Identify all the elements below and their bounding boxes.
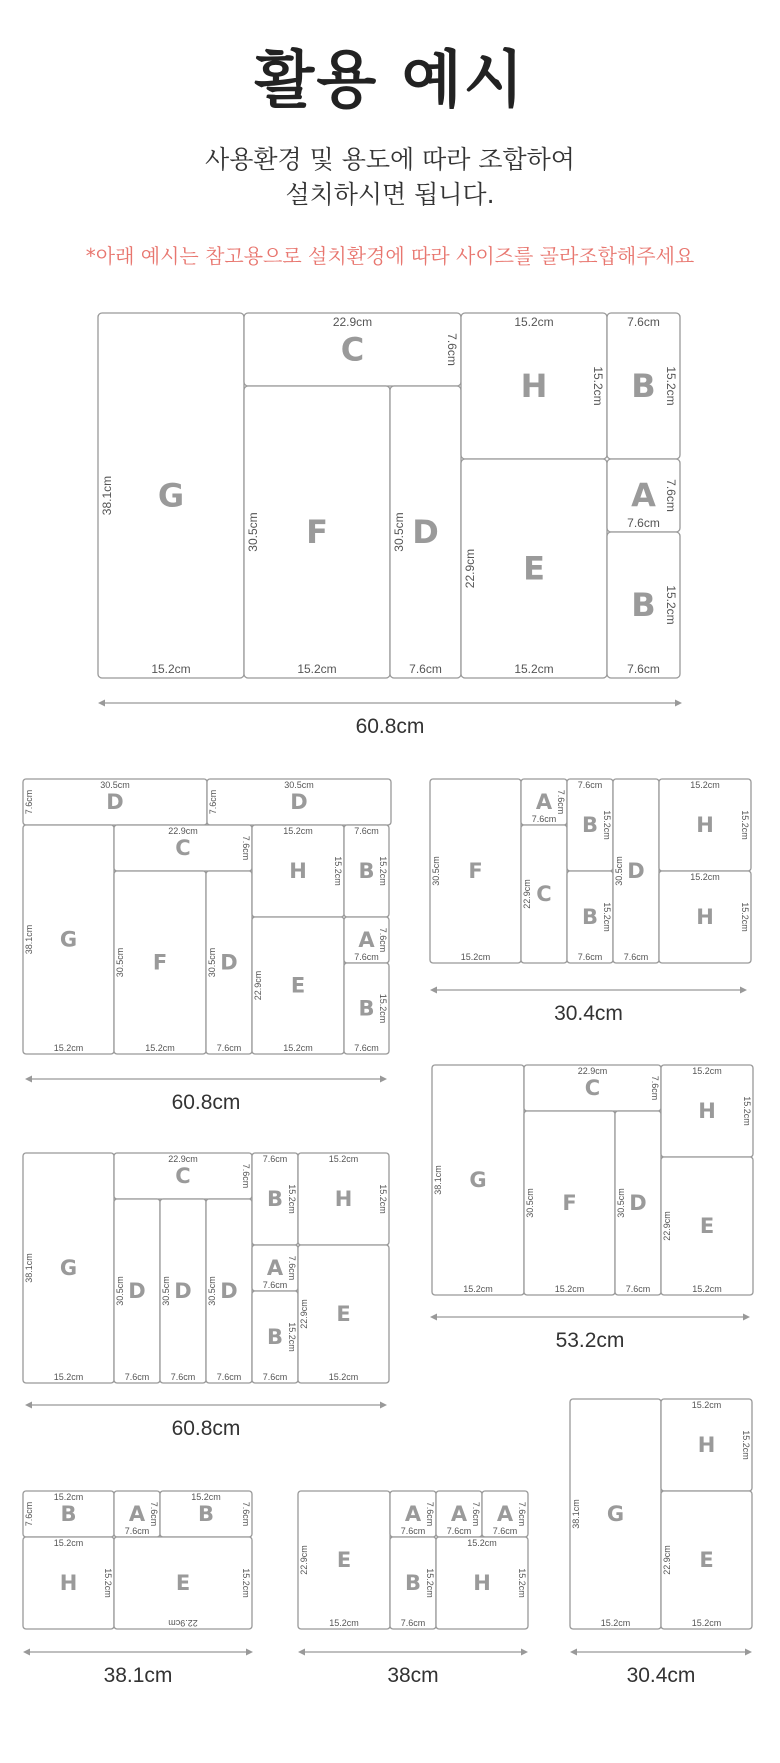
tile-d [206, 1199, 252, 1383]
dimension-label: 22.9cm [299, 1545, 309, 1575]
dimension-label: 15.2cm [103, 1568, 113, 1598]
tile-g [570, 1399, 661, 1629]
dimension-label: 7.6cm [241, 1501, 251, 1527]
dimension-label: 7.6cm [124, 1526, 150, 1536]
tile-letter: D [290, 790, 308, 814]
dimension-label: 38.1cm [100, 475, 114, 516]
tile-b [160, 1491, 252, 1537]
dimension-label: 30.5cm [161, 1276, 171, 1306]
dimension-label: 7.6cm [577, 952, 603, 962]
dimension-label: 30.5cm [100, 780, 130, 790]
dimension-label: 7.6cm [625, 1284, 651, 1294]
tile-b [567, 779, 613, 871]
dimension-label: 7.6cm [262, 1154, 288, 1164]
subtitle-line-1: 사용환경 및 용도에 따라 조합하여 [205, 145, 575, 174]
tile-letter: D [627, 859, 645, 883]
tile-a [482, 1491, 528, 1537]
dimension-label: 15.2cm [514, 315, 554, 329]
dimension-label: 15.2cm [691, 1618, 722, 1628]
dimension-label: 15.2cm [53, 1372, 84, 1382]
tile-h [252, 825, 344, 917]
subtitle-line-2: 설치하시면 됩니다. [285, 180, 495, 209]
arrow-right-head [675, 700, 682, 707]
tile-letter: B [581, 905, 599, 929]
tile-letter: D [629, 1191, 647, 1215]
dimension-label: 15.2cm [378, 1184, 388, 1214]
dimension-label: 7.6cm [650, 1075, 660, 1101]
tile-letter: D [128, 1279, 146, 1303]
tile-d [390, 386, 461, 678]
dimension-label: 22.9cm [522, 879, 532, 909]
arrow-right-head [380, 1076, 387, 1083]
tile-a [521, 779, 567, 825]
dimension-label: 15.2cm [467, 1538, 497, 1548]
tile-b [344, 825, 389, 917]
dimension-label: 7.6cm [354, 1043, 379, 1053]
dimension-label: 15.2cm [517, 1568, 527, 1598]
dimension-label: 7.6cm [208, 789, 218, 815]
dimension-label: 15.2cm [287, 1322, 297, 1352]
dimension-label: 7.6cm [627, 662, 660, 676]
arrow-left-head [23, 1649, 30, 1656]
dimension-label: 22.9cm [662, 1211, 672, 1241]
tile-b [23, 1491, 114, 1537]
total-width-label: 60.8cm [171, 1091, 241, 1114]
dimension-label: 38.1cm [24, 924, 34, 955]
dimension-label: 15.2cm [329, 1618, 359, 1628]
dimension-label: 30.5cm [284, 780, 314, 790]
dimension-label: 7.6cm [241, 835, 251, 861]
dimension-label: 22.9cm [168, 826, 198, 836]
tile-letter: C [584, 1076, 601, 1100]
dimension-label: 15.2cm [297, 662, 337, 676]
tile-a [390, 1491, 436, 1537]
tile-e [298, 1491, 390, 1629]
dimension-label: 15.2cm [514, 662, 554, 676]
dimension-label: 15.2cm [328, 1372, 359, 1382]
dimension-label: 7.6cm [425, 1501, 435, 1527]
tile-letter: D [220, 1279, 238, 1303]
dimension-label: 30.5cm [616, 1188, 626, 1218]
tile-e [461, 459, 607, 678]
dimension-label: 7.6cm [445, 333, 459, 366]
tile-c [114, 825, 252, 871]
dimension-label: 15.2cm [690, 872, 720, 882]
dimension-label: 7.6cm [287, 1255, 297, 1281]
dimension-label: 7.6cm [531, 814, 557, 824]
tile-letter: D [220, 950, 238, 975]
dimension-label: 15.2cm [283, 1043, 313, 1053]
tile-letter: C [340, 330, 365, 369]
total-width-label: 60.8cm [355, 715, 425, 738]
tile-a [252, 1245, 298, 1291]
dimension-label: 7.6cm [170, 1372, 196, 1382]
tile-h [461, 313, 607, 459]
dimension-label: 15.2cm [287, 1184, 297, 1214]
reference-note: *아래 예시는 참고용으로 설치환경에 따라 사이즈를 골라조합해주세요 [85, 244, 695, 268]
dimension-label: 7.6cm [577, 780, 603, 790]
dimension-label: 7.6cm [24, 789, 34, 815]
dimension-label: 22.9cm [577, 1066, 608, 1076]
dimension-label: 15.2cm [53, 1538, 84, 1548]
dimension-label: 7.6cm [627, 315, 660, 329]
tile-h [661, 1399, 752, 1491]
dimension-label: 15.2cm [554, 1284, 585, 1294]
tile-letter: H [334, 1187, 353, 1211]
tile-b [390, 1537, 436, 1629]
tile-c [524, 1065, 661, 1111]
dimension-label: 7.6cm [262, 1280, 288, 1290]
dimension-label: 7.6cm [124, 1372, 150, 1382]
tile-letter: B [581, 813, 599, 837]
dimension-label: 15.2cm [692, 1066, 722, 1076]
dimension-label: 7.6cm [149, 1501, 159, 1527]
dimension-label: 30.5cm [115, 947, 125, 978]
tile-letter: H [698, 1099, 716, 1123]
tile-c [114, 1153, 252, 1199]
tile-b [607, 313, 680, 459]
tile-c [521, 825, 567, 963]
tile-h [659, 871, 751, 963]
tile-letter: C [536, 882, 552, 906]
dimension-label: 15.2cm [664, 585, 678, 625]
tile-d [160, 1199, 206, 1383]
layout-diagram-8 [570, 1399, 752, 1687]
tile-letter: H [520, 367, 548, 405]
dimension-label: 7.6cm [378, 927, 388, 953]
layout-diagram-4 [430, 1065, 753, 1352]
tile-letter: B [358, 996, 375, 1021]
dimension-label: 7.6cm [354, 952, 379, 962]
tile-letter: H [697, 1433, 716, 1457]
arrow-right-head [743, 1314, 750, 1321]
tile-h [436, 1537, 528, 1629]
dimension-label: 30.5cm [614, 856, 624, 886]
dimension-label: 22.9cm [168, 1618, 198, 1628]
tile-letter: B [358, 859, 375, 883]
dimension-label: 38.1cm [433, 1165, 443, 1195]
dimension-label: 15.2cm [591, 366, 605, 406]
dimension-label: 7.6cm [556, 789, 566, 815]
tile-letter: A [358, 928, 375, 952]
dimension-label: 15.2cm [53, 1043, 84, 1053]
tile-f [430, 779, 521, 963]
tile-letter: E [290, 973, 306, 998]
tile-f [524, 1111, 615, 1295]
total-width-label: 53.2cm [555, 1329, 625, 1352]
dimension-label: 15.2cm [328, 1154, 359, 1164]
tile-letter: G [59, 1256, 78, 1280]
dimension-label: 30.5cm [115, 1276, 125, 1306]
dimension-label: 30.5cm [207, 1276, 217, 1306]
tile-letter: C [175, 1164, 191, 1188]
dimension-label: 7.6cm [24, 1501, 34, 1527]
tile-letter: D [174, 1279, 192, 1303]
arrow-left-head [570, 1649, 577, 1656]
tile-letter: B [631, 367, 656, 405]
dimension-label: 15.2cm [691, 1400, 722, 1410]
tile-letter: E [175, 1571, 191, 1595]
tile-letter: F [306, 513, 328, 551]
tile-letter: F [152, 950, 168, 975]
dimension-label: 7.6cm [471, 1501, 481, 1527]
arrow-left-head [25, 1402, 32, 1409]
tile-e [661, 1157, 753, 1295]
tile-letter: A [450, 1502, 468, 1526]
tile-letter: B [631, 586, 656, 624]
tile-g [23, 825, 114, 1054]
dimension-label: 15.2cm [283, 826, 313, 836]
tile-f [244, 386, 390, 678]
total-width-label: 38cm [387, 1664, 439, 1687]
dimension-label: 22.9cm [299, 1299, 309, 1329]
tile-letter: E [699, 1548, 714, 1572]
dimension-label: 15.2cm [378, 993, 388, 1024]
dimension-label: 7.6cm [409, 662, 442, 676]
arrow-right-head [745, 1649, 752, 1656]
tile-letter: B [266, 1187, 284, 1211]
tile-letter: B [266, 1325, 284, 1349]
arrow-right-head [521, 1649, 528, 1656]
arrow-right-head [740, 987, 747, 994]
tile-h [298, 1153, 389, 1245]
tile-d [206, 871, 252, 1054]
tile-letter: B [60, 1502, 77, 1526]
dimension-label: 15.2cm [425, 1568, 435, 1598]
dimension-label: 7.6cm [241, 1163, 251, 1189]
dimension-label: 7.6cm [354, 826, 379, 836]
dimension-label: 15.2cm [463, 1284, 493, 1294]
tile-letter: A [404, 1502, 422, 1526]
tile-b [607, 532, 680, 678]
tile-letter: H [59, 1571, 78, 1595]
tile-letter: E [523, 549, 545, 588]
dimension-label: 7.6cm [400, 1618, 426, 1628]
dimension-label: 15.2cm [378, 856, 388, 886]
tile-e [114, 1537, 252, 1629]
tile-d [613, 779, 659, 963]
tile-letter: G [469, 1168, 487, 1192]
dimension-label: 7.6cm [216, 1043, 242, 1053]
dimension-label: 7.6cm [216, 1372, 242, 1382]
tile-letter: E [336, 1302, 351, 1326]
arrow-left-head [298, 1649, 305, 1656]
tile-letter: E [336, 1548, 352, 1572]
tile-letter: G [157, 476, 185, 515]
tile-letter: G [59, 927, 78, 952]
dimension-label: 15.2cm [664, 366, 678, 406]
tile-h [659, 779, 751, 871]
tile-g [23, 1153, 114, 1383]
tile-b [252, 1153, 298, 1245]
dimension-label: 15.2cm [740, 810, 750, 840]
tile-letter: D [106, 790, 124, 814]
tile-e [252, 917, 344, 1054]
tile-letter: F [562, 1191, 577, 1215]
dimension-label: 38.1cm [24, 1253, 34, 1283]
dimension-label: 30.5cm [246, 512, 260, 552]
dimension-label: 15.2cm [600, 1618, 631, 1628]
dimension-label: 15.2cm [692, 1284, 722, 1294]
dimension-label: 7.6cm [446, 1526, 472, 1536]
dimension-label: 7.6cm [517, 1501, 527, 1527]
tile-letter: A [535, 790, 553, 814]
layout-diagram-5 [23, 1153, 389, 1440]
tile-e [298, 1245, 389, 1383]
arrow-left-head [430, 987, 437, 994]
tile-letter: H [473, 1571, 491, 1595]
dimension-label: 15.2cm [602, 902, 612, 932]
tile-letter: B [197, 1502, 215, 1526]
total-width-label: 30.4cm [626, 1664, 696, 1687]
total-width-label: 38.1cm [103, 1664, 173, 1687]
tile-letter: G [606, 1502, 625, 1526]
layout-diagram-7 [298, 1491, 528, 1687]
tile-g [98, 313, 244, 678]
dimension-label: 7.6cm [623, 952, 649, 962]
dimension-label: 15.2cm [602, 810, 612, 840]
dimension-label: 22.9cm [332, 315, 373, 329]
dimension-label: 15.2cm [460, 952, 491, 962]
dimension-label: 15.2cm [191, 1492, 221, 1502]
tile-letter: A [266, 1256, 284, 1280]
dimension-label: 15.2cm [333, 856, 343, 886]
dimension-label: 30.5cm [207, 947, 217, 978]
dimension-label: 22.9cm [463, 548, 477, 589]
tile-a [436, 1491, 482, 1537]
dimension-label: 7.6cm [400, 1526, 426, 1536]
layout-diagram-6 [23, 1491, 253, 1687]
tile-a [607, 459, 680, 532]
tile-d [23, 779, 207, 825]
tile-letter: H [696, 813, 714, 837]
tile-c [244, 313, 461, 386]
dimension-label: 15.2cm [151, 662, 191, 676]
total-width-label: 60.8cm [171, 1417, 241, 1440]
dimension-label: 22.9cm [253, 970, 263, 1001]
tile-b [252, 1291, 298, 1383]
layout-diagram-3 [430, 779, 751, 1025]
tile-letter: B [404, 1571, 422, 1595]
dimension-label: 7.6cm [664, 479, 678, 512]
tile-letter: H [289, 859, 307, 883]
tile-b [344, 963, 389, 1054]
arrow-left-head [430, 1314, 437, 1321]
tile-d [114, 1199, 160, 1383]
page-title: 활용 예시 [254, 43, 526, 116]
dimension-label: 15.2cm [53, 1492, 84, 1502]
dimension-label: 22.9cm [168, 1154, 198, 1164]
arrow-right-head [246, 1649, 253, 1656]
layout-diagram-1 [98, 313, 682, 738]
dimension-label: 7.6cm [262, 1372, 288, 1382]
tile-letter: A [631, 476, 656, 515]
tile-letter: A [128, 1502, 146, 1526]
total-width-label: 30.4cm [554, 1002, 623, 1025]
arrow-left-head [98, 700, 105, 707]
dimension-label: 15.2cm [741, 1430, 751, 1460]
dimension-label: 15.2cm [690, 780, 720, 790]
dimension-label: 7.6cm [492, 1526, 518, 1536]
tile-d [615, 1111, 661, 1295]
tile-letter: F [468, 859, 483, 883]
dimension-label: 22.9cm [662, 1545, 672, 1575]
tile-letter: A [496, 1502, 514, 1526]
dimension-label: 15.2cm [742, 1096, 752, 1126]
layout-diagram-2 [23, 779, 391, 1114]
tile-h [23, 1537, 114, 1629]
arrow-right-head [380, 1402, 387, 1409]
tile-d [207, 779, 391, 825]
dimension-label: 38.1cm [571, 1499, 581, 1529]
arrow-left-head [25, 1076, 32, 1083]
dimension-label: 15.2cm [241, 1568, 251, 1598]
tile-a [114, 1491, 160, 1537]
tile-b [567, 871, 613, 963]
tile-a [344, 917, 389, 963]
tile-letter: D [412, 513, 439, 551]
tile-g [432, 1065, 524, 1295]
tile-letter: H [696, 905, 714, 929]
dimension-label: 30.5cm [431, 856, 441, 886]
tile-h [661, 1065, 753, 1157]
tile-letter: E [699, 1214, 715, 1238]
dimension-label: 7.6cm [627, 516, 660, 530]
tile-letter: C [175, 836, 191, 860]
tile-f [114, 871, 206, 1054]
dimension-label: 30.5cm [392, 512, 406, 552]
dimension-label: 30.5cm [525, 1188, 535, 1218]
tile-e [661, 1491, 752, 1629]
dimension-label: 15.2cm [740, 902, 750, 932]
dimension-label: 15.2cm [145, 1043, 175, 1053]
